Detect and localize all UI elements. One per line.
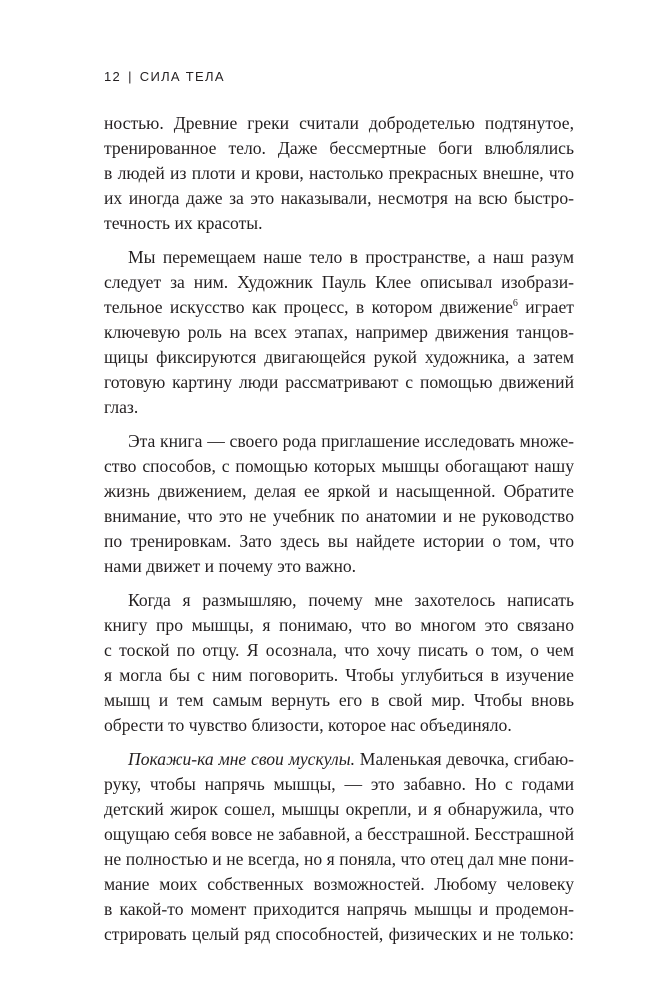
text-line-with-footnote: [104, 295, 574, 320]
page-number: 12: [104, 69, 122, 84]
text-line: готовую картину люди рассматривают с помощью движений: [104, 372, 574, 392]
text-line: стрировать целый ряд способностей, физических и не только:: [104, 924, 574, 944]
text-line-with-italic: [104, 747, 574, 772]
text-line: ностью. Древние греки считали добродетелью подтянутое,: [104, 113, 574, 133]
text-line: ощущаю себя вовсе не забавной, а бесстрашной. Бесстрашной: [104, 824, 574, 844]
text-line: книгу про мышцы, я понимаю, что во многом это связано: [104, 615, 574, 635]
text-fragment: Маленькая девочка, сгибаю-: [355, 749, 574, 769]
text-line: с тоской по отцу. Я осознала, что хочу писать о том, о чем: [104, 640, 574, 660]
header-separator: |: [128, 69, 133, 84]
chapter-title: СИЛА ТЕЛА: [139, 69, 225, 84]
paragraph-5: [104, 747, 574, 947]
text-line: жизнь движением, делая ее яркой и насыщенной. Обратите: [104, 481, 574, 501]
text-line: Эта книга — своего рода приглашение исследовать множе-: [128, 431, 574, 451]
text-line: ключевую роль на всех этапах, например движения танцов-: [104, 322, 574, 342]
text-fragment: тельное искусство как процесс, в котором движение: [104, 297, 513, 317]
paragraph-3: [104, 429, 574, 579]
text-line: ство способов, с помощью которых мышцы обогащают нашу: [104, 456, 574, 476]
italic-lead: Покажи-ка мне свои мускулы.: [128, 749, 356, 769]
text-line: глаз.: [104, 397, 139, 417]
text-fragment: играет: [517, 297, 574, 317]
text-line: я могла бы с ним поговорить. Чтобы углубиться в изучение: [104, 665, 574, 685]
text-line: руку, чтобы напрячь мышцы, — это забавно. Но с годами: [104, 774, 574, 794]
footnote-marker[interactable]: 6: [512, 298, 518, 309]
text-line: Когда я размышляю, почему мне захотелось написать: [128, 590, 574, 610]
text-line: мышц и тем самым вернуть его в свой мир. Чтобы вновь: [104, 690, 574, 710]
text-line: детский жирок сошел, мышцы окрепли, и я обнаружила, что: [104, 799, 574, 819]
paragraph-2: [104, 245, 574, 420]
text-line: щицы фиксируются двигающейся рукой художника, а затем: [104, 347, 574, 367]
running-head: [104, 69, 225, 84]
text-line: мание моих собственных возможностей. Любому человеку: [104, 874, 574, 894]
text-line: следует за ним. Художник Пауль Клее описывал изобрази-: [104, 272, 574, 292]
text-line: внимание, что это не учебник по анатомии и не руководство: [104, 506, 574, 526]
body-text: [104, 111, 574, 947]
paragraph-4: [104, 588, 574, 738]
text-line: не полностью и не всегда, но я поняла, что отец дал мне пони-: [104, 849, 574, 869]
text-line: нами движет и почему это важно.: [104, 556, 357, 576]
text-line: тренированное тело. Даже бессмертные боги влюблялись: [104, 138, 574, 158]
text-line: в какой-то момент приходится напрячь мышцы и продемон-: [104, 899, 574, 919]
text-line: течность их красоты.: [104, 213, 263, 233]
text-line: их иногда даже за это наказывали, несмотря на всю быстро-: [104, 188, 574, 208]
text-line: по тренировкам. Зато здесь вы найдете истории о том, что: [104, 531, 574, 551]
text-line: Мы перемещаем наше тело в пространстве, а наш разум: [128, 247, 574, 267]
text-line: обрести то чувство близости, которое нас объединяло.: [104, 715, 512, 735]
paragraph-1: [104, 111, 574, 236]
text-line: в людей из плоти и крови, настолько прекрасных внешне, что: [104, 163, 574, 183]
